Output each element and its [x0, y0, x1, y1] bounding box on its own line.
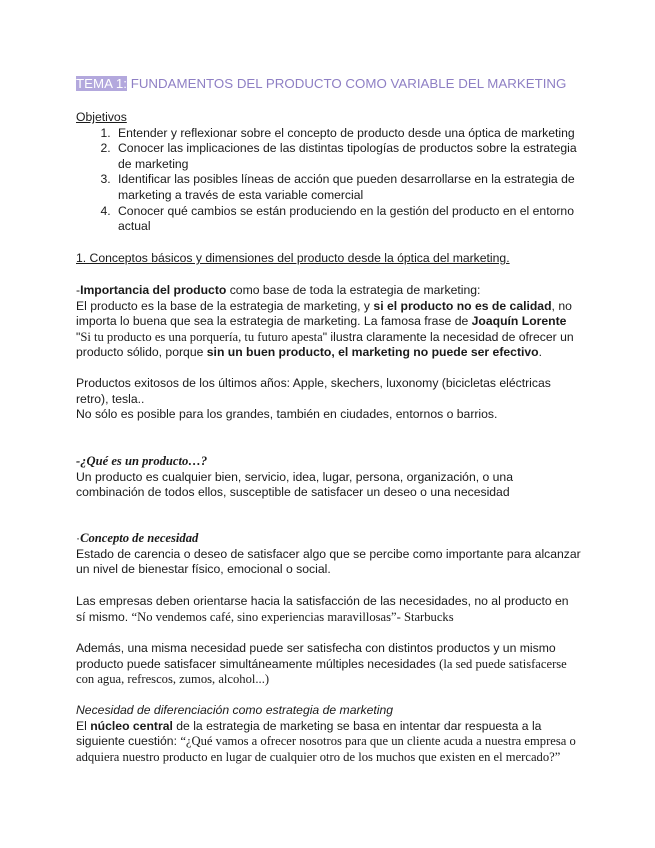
ademas-paren: (la sed puede satisfacerse con agua, refrescos, zumos, alcohol...) — [76, 656, 567, 687]
exitosos-line-2: No sólo es posible para los grandes, también en ciudades, entornos o barrios. — [76, 407, 498, 422]
diferenciacion-section — [76, 703, 581, 765]
empresas-section — [76, 594, 581, 625]
exitosos-line-1: Productos exitosos de los últimos años: Apple, skechers, luxonomy (bicicletas eléctricas retro), tesla.. — [76, 376, 551, 406]
que-es-heading: -¿Qué es un producto…? — [76, 454, 208, 468]
starbucks-quote: “No vendemos café, sino experiencias maravillosas”- Starbucks — [131, 609, 454, 624]
importancia-bold: Importancia del producto — [80, 283, 227, 297]
necesidad-section — [76, 531, 581, 578]
necesidad-text: Estado de carencia o deseo de satisfacer algo que se percibe como importante para alcanzar un nivel de bienestar físico, emocional o social. — [76, 546, 581, 577]
list-item: 2. Conocer las implicaciones de las distintas tipologías de productos sobre la estrategia de marketing — [114, 141, 581, 172]
que-es-text: Un producto es cualquier bien, servicio, idea, lugar, persona, organización, o una combinación de todos ellos, susceptible de satisfacer un deseo o una necesidad — [76, 469, 513, 500]
ademas-section — [76, 641, 581, 688]
title-text: FUNDAMENTOS DEL PRODUCTO COMO VARIABLE DEL MARKETING — [127, 76, 567, 91]
necesidad-heading: Concepto de necesidad — [80, 531, 199, 545]
necesidad-heading-line: ·Concepto de necesidad — [76, 531, 199, 545]
diferenciacion-heading: Necesidad de diferenciación como estrategia de marketing — [76, 703, 394, 717]
empresas-text: Las empresas deben orientarse hacia la satisfacción de las necesidades, no al producto en sí mismo. “No vendemos café, sino experiencias maravillosas”- Starbucks — [76, 594, 569, 624]
objectives-section — [76, 110, 581, 235]
lorente-quote: Si tu producto es una porquería, tu futuro apesta — [80, 329, 323, 344]
objectives-heading: Objetivos — [76, 110, 127, 124]
importancia-paragraph: El producto es la base de la estrategia de marketing, y si el producto no es de calidad, no importa lo buena que sea la estrategia de marketing. La famosa frase de Joaquín Lorente "Si tu producto es una porquería, tu futuro apesta" ilustra claramente la necesidad de ofrecer un producto sólido, porque sin un buen producto, el marketing no puede ser efectivo. — [76, 298, 574, 360]
ademas-text: Además, una misma necesidad puede ser satisfecha con distintos productos y un mismo producto puede satisfacer simultáneamente múltiples necesidades (la sed puede satisfacerse con agua, refrescos, zumos, alcohol...) — [76, 641, 567, 687]
diferenciacion-text: El núcleo central de la estrategia de marketing se basa en intentar dar respuesta a la siguiente cuestión: “¿Qué vamos a ofrecer nosotros para que un cliente acuda a nuestra empresa o adquiera nuestro producto en lugar de cualquier otro de los muchos que existen en el mercado?” — [76, 718, 576, 764]
list-item: 4. Conocer qué cambios se están produciendo en la gestión del producto en el entorno actual — [114, 204, 581, 235]
diferenciacion-quote: “¿Qué vamos a ofrecer nosotros para que un cliente acuda a nuestra empresa o adquiera nuestro producto en lugar de cualquier otro de los muchos que existen en el mercado?” — [76, 734, 576, 764]
section-heading: 1. Conceptos básicos y dimensiones del producto desde la óptica del marketing. — [76, 251, 510, 265]
title-highlight: TEMA 1: — [76, 76, 127, 91]
exitosos-section — [76, 376, 581, 423]
list-item: 3. Identificar las posibles líneas de acción que pueden desarrollarse en la estrategia de marketing a través de esta variable comercial — [114, 172, 581, 203]
page-title — [76, 76, 581, 92]
importancia-section — [76, 283, 581, 361]
que-es-section — [76, 454, 581, 501]
importancia-label: -Importancia del producto como base de toda la estrategia de marketing: — [76, 283, 481, 297]
list-item: 1. Entender y reflexionar sobre el concepto de producto desde una óptica de marketing — [114, 126, 581, 142]
objectives-list — [76, 126, 581, 235]
